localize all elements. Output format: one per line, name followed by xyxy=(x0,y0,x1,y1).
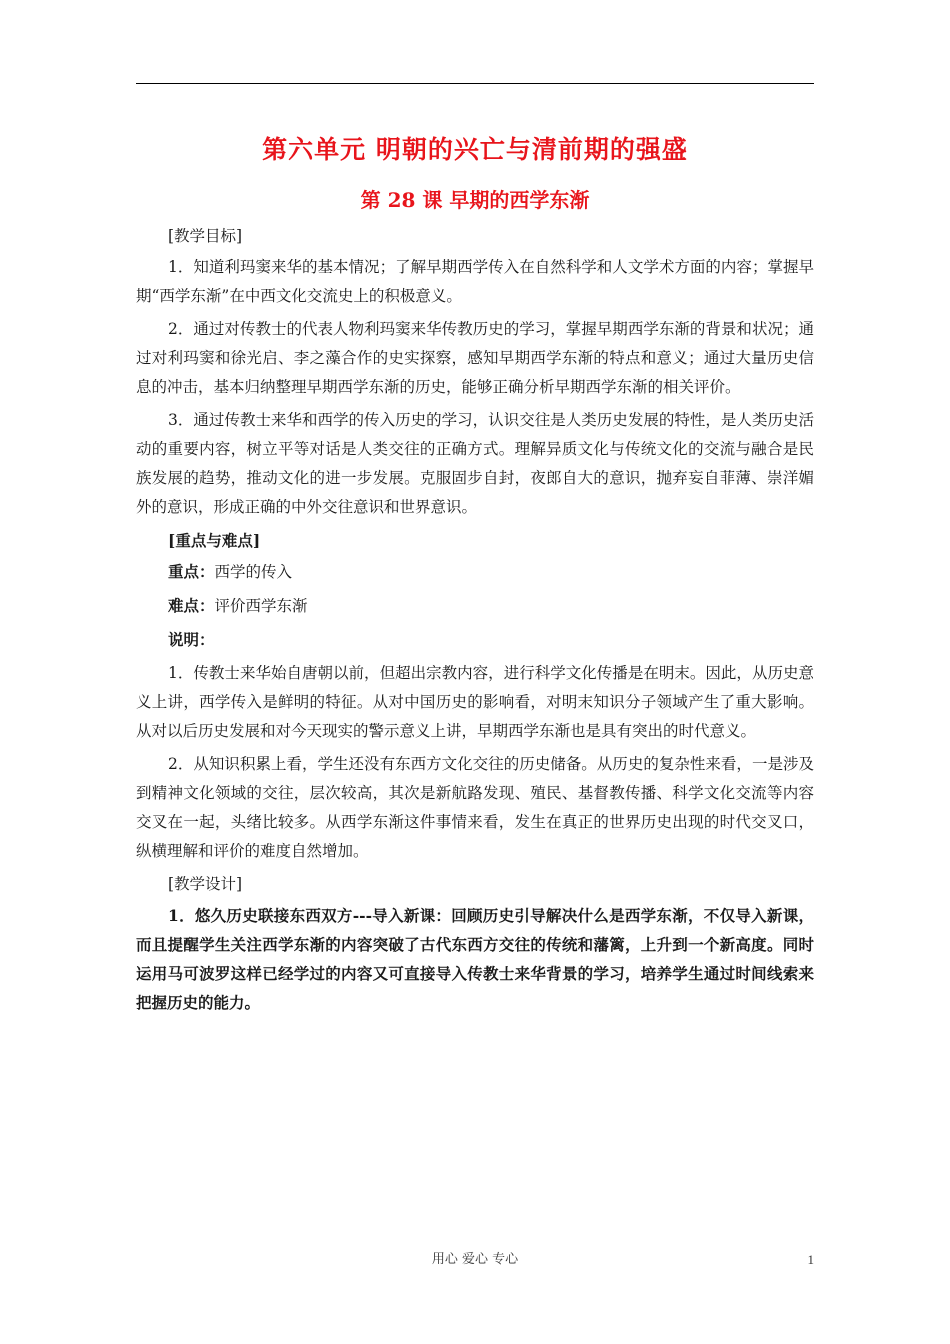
note-item-2: 2．从知识积累上看，学生还没有东西方文化交往的历史储备。从历史的复杂性来看，一是涉及到精神文化领域的交往，层次较高，其次是新航路发现、殖民、基督教传播、科学文化交流等内容交叉在一起，头绪比较多。从西学东渐这件事情来看，发生在真正的世界历史出现的时代交叉口，纵横理解和评价的难度自然增加。 xyxy=(136,755,814,860)
header-rule xyxy=(136,83,814,84)
design-heading: [教学设计] xyxy=(168,875,243,893)
difficulty-row xyxy=(136,591,814,621)
design-item-1: 1．悠久历史联接东西双方---导入新课：回顾历史引导解决什么是西学东渐，不仅导入新课，而且提醒学生关注西学东渐的内容突破了古代东西方交往的传统和藩篱，上升到一个新高度。同时运用马可波罗这样已经学过的内容又可直接导入传教士来华背景的学习，培养学生通过时间线索来把握历史的能力。 xyxy=(136,906,814,1012)
note-row xyxy=(136,625,814,655)
page-number: 1 xyxy=(807,1252,814,1267)
focus-label: 重点： xyxy=(168,562,215,581)
key-points-heading: [重点与难点] xyxy=(168,531,261,550)
note-item-1: 1．传教士来华始自唐朝以前，但超出宗教内容，进行科学文化传播是在明末。因此，从历史意义上讲，西学传入是鲜明的特征。从对中国历史的影响看，对明末知识分子领域产生了重大影响。从对以后历史发展和对今天现实的警示意义上讲，早期西学东渐也是具有突出的时代意义。 xyxy=(136,664,814,740)
objective-item-3: 3．通过传教士来华和西学的传入历史的学习，认识交往是人类历史发展的特性，是人类历史活动的重要内容，树立平等对话是人类交往的正确方式。理解异质文化与传统文化的交流与融合是民族发展的趋势，推动文化的进一步发展。克服固步自封，夜郎自大的意识，抛弃妄自菲薄、崇洋媚外的意识，形成正确的中外交往意识和世界意识。 xyxy=(136,411,814,516)
focus-value: 西学的传入 xyxy=(214,563,293,581)
difficulty-value: 评价西学东渐 xyxy=(214,597,308,615)
page-footer: 用心 爱心 专心 xyxy=(431,1252,519,1267)
lesson-title: 第 28 课 早期的西学东渐 xyxy=(360,188,590,212)
objectives-heading: [教学目标] xyxy=(168,227,243,245)
unit-title: 第六单元 明朝的兴亡与清前期的强盛 xyxy=(262,135,688,164)
document-body xyxy=(136,128,814,1021)
focus-row xyxy=(136,557,814,587)
note-label: 说明： xyxy=(168,630,215,649)
objective-item-1: 1．知道利玛窦来华的基本情况；了解早期西学传入在自然科学和人文学术方面的内容；掌握早期“西学东渐”在中西文化交流史上的积极意义。 xyxy=(136,258,814,305)
objective-item-2: 2．通过对传教士的代表人物利玛窦来华传教历史的学习，掌握早期西学东渐的背景和状况；通过对利玛窦和徐光启、李之藻合作的史实探察，感知早期西学东渐的特点和意义；通过大量历史信息的冲击，基本归纳整理早期西学东渐的历史，能够正确分析早期西学东渐的相关评价。 xyxy=(136,320,814,396)
difficulty-label: 难点： xyxy=(168,596,215,615)
